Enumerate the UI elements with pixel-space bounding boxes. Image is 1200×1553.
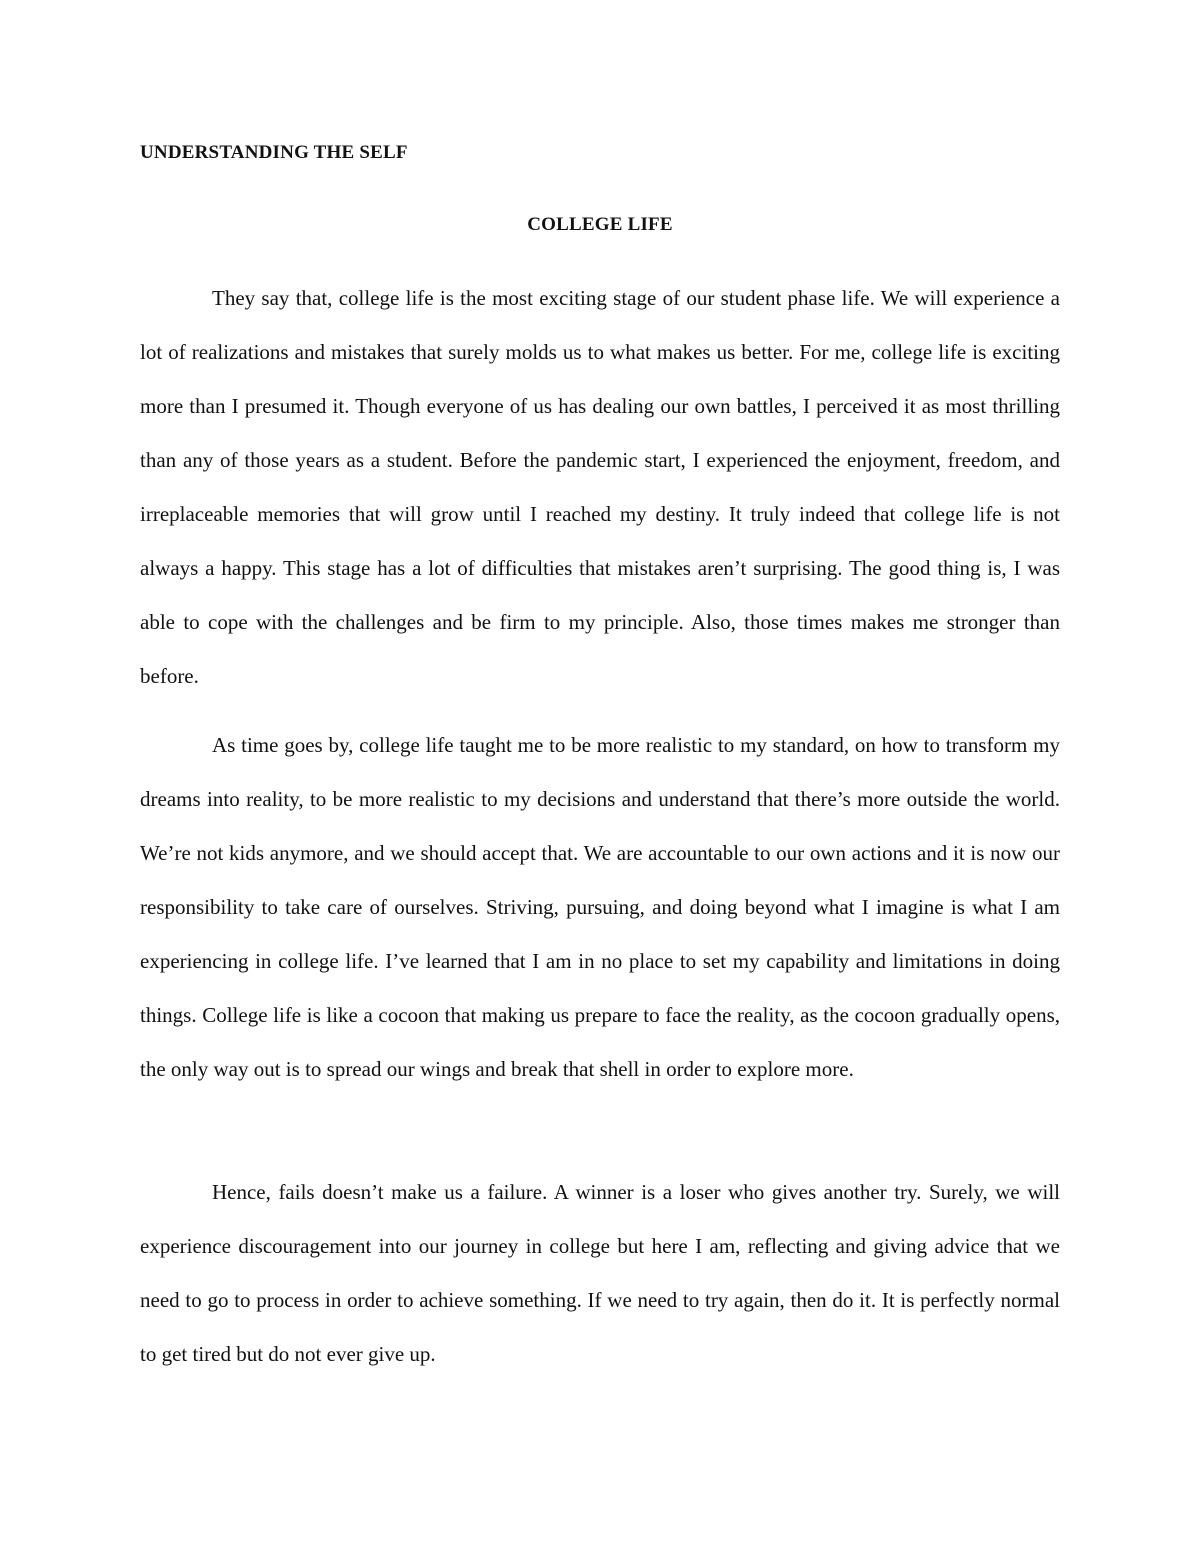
essay-title: COLLEGE LIFE — [527, 214, 673, 235]
course-title: UNDERSTANDING THE SELF — [140, 142, 408, 163]
paragraph-3: Hence, fails doesn’t make us a failure. A winner is a loser who gives another try. Surely, we will experience discouragement into our journey in college but here I am, reflecting and giving advice that we need to go to process in order to achieve something. If we need to try again, then do it. It is perfectly normal to get tired but do not ever give up. — [140, 1180, 1060, 1366]
paragraph-1: They say that, college life is the most exciting stage of our student phase life. We will experience a lot of realizations and mistakes that surely molds us to what makes us better. For me, college life is exciting more than I presumed it. Though everyone of us has dealing our own battles, I perceived it as most thrilling than any of those years as a student. Before the pandemic start, I experienced the enjoyment, freedom, and irreplaceable memories that will grow until I reached my destiny. It truly indeed that college life is not always a happy. This stage has a lot of difficulties that mistakes aren’t surprising. The good thing is, I was able to cope with the challenges and be firm to my principle. Also, those times makes me stronger than before. — [140, 286, 1060, 688]
paragraph-2: As time goes by, college life taught me to be more realistic to my standard, on how to transform my dreams into reality, to be more realistic to my decisions and understand that there’s more outside the world. We’re not kids anymore, and we should accept that. We are accountable to our own actions and it is now our responsibility to take care of ourselves. Striving, pursuing, and doing beyond what I imagine is what I am experiencing in college life. I’ve learned that I am in no place to set my capability and limitations in doing things. College life is like a cocoon that making us prepare to face the reality, as the cocoon gradually opens, the only way out is to spread our wings and break that shell in order to explore more. — [140, 733, 1060, 1081]
